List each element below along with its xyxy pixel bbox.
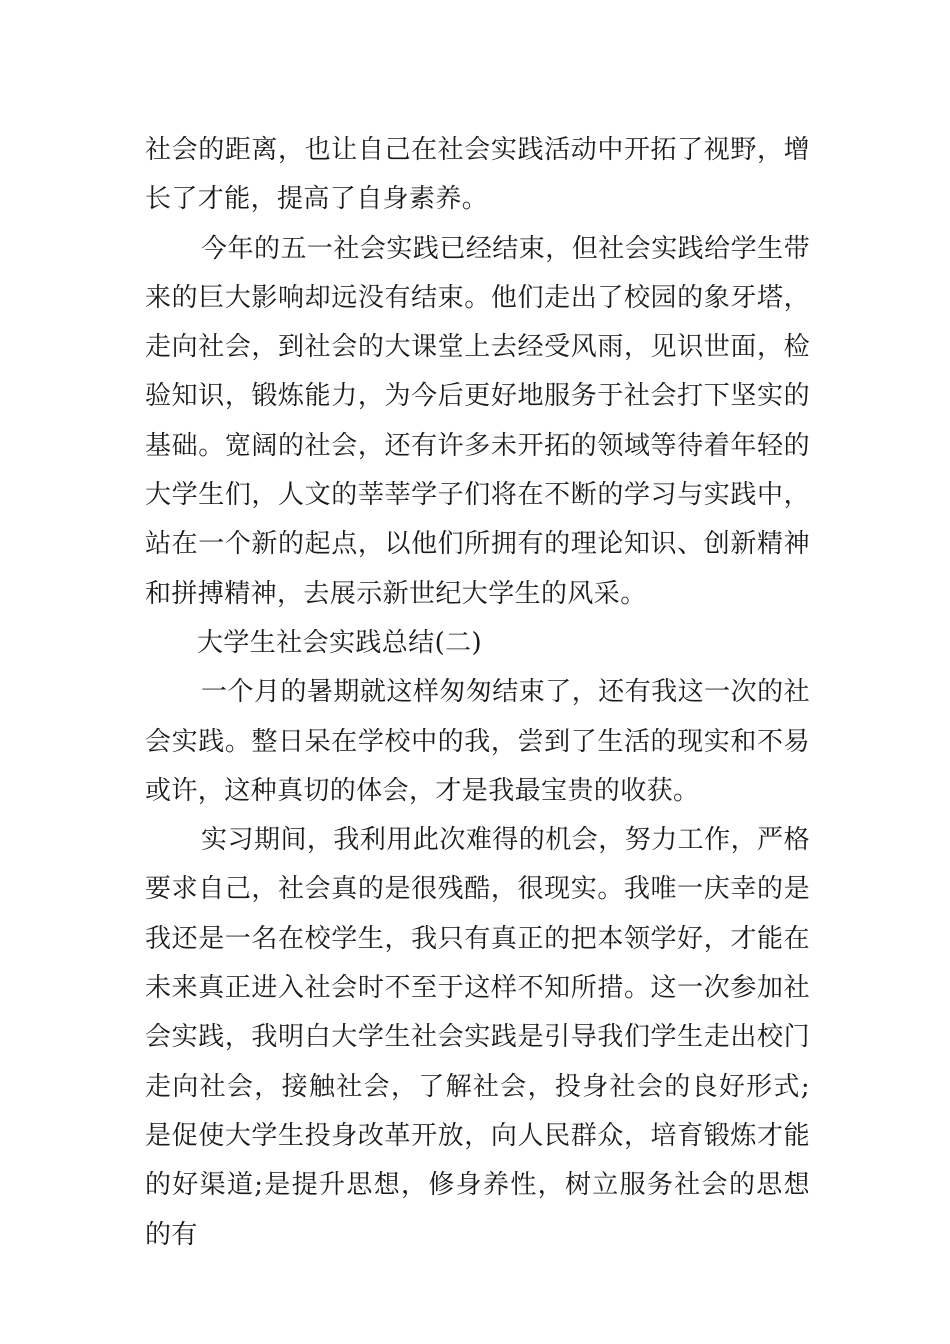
paragraph-summer-intro: 一个月的暑期就这样匆匆结束了，还有我这一次的社会实践。整日呆在学校中的我，尝到了生活的现实和不易或许，这种真切的体会，才是我最宝贵的收获。	[145, 677, 810, 806]
paragraph-internship: 实习期间，我利用此次难得的机会，努力工作，严格要求自己，社会真的是很残酷，很现实。我唯一庆幸的是我还是一名在校学生，我只有真正的把本领学好，才能在未来真正进入社会时不至于这样不知所措。这一次参加社会实践，我明白大学生社会实践是引导我们学生走出校门走向社会，接触社会，了解社会，投身社会的良好形式;是促使大学生投身改革开放，向人民群众，培育锻炼才能的好渠道;是提升思想，修身养性，树立服务社会的思想的有	[145, 825, 810, 1250]
paragraph-continuation: 社会的距离，也让自己在社会实践活动中开拓了视野，增长了才能，提高了自身素养。	[145, 135, 810, 215]
section-heading: 大学生社会实践总结(二)	[197, 627, 483, 658]
paragraph-may-day-summary: 今年的五一社会实践已经结束，但社会实践给学生带来的巨大影响却远没有结束。他们走出了校园的象牙塔，走向社会，到社会的大课堂上去经受风雨，见识世面，检验知识，锻炼能力，为今后更好地服务于社会打下坚实的基础。宽阔的社会，还有许多未开拓的领域等待着年轻的大学生们，人文的莘莘学子们将在不断的学习与实践中，站在一个新的起点，以他们所拥有的理论知识、创新精神和拼搏精神，去展示新世纪大学生的风采。	[145, 233, 810, 609]
document-body	[145, 126, 810, 1260]
